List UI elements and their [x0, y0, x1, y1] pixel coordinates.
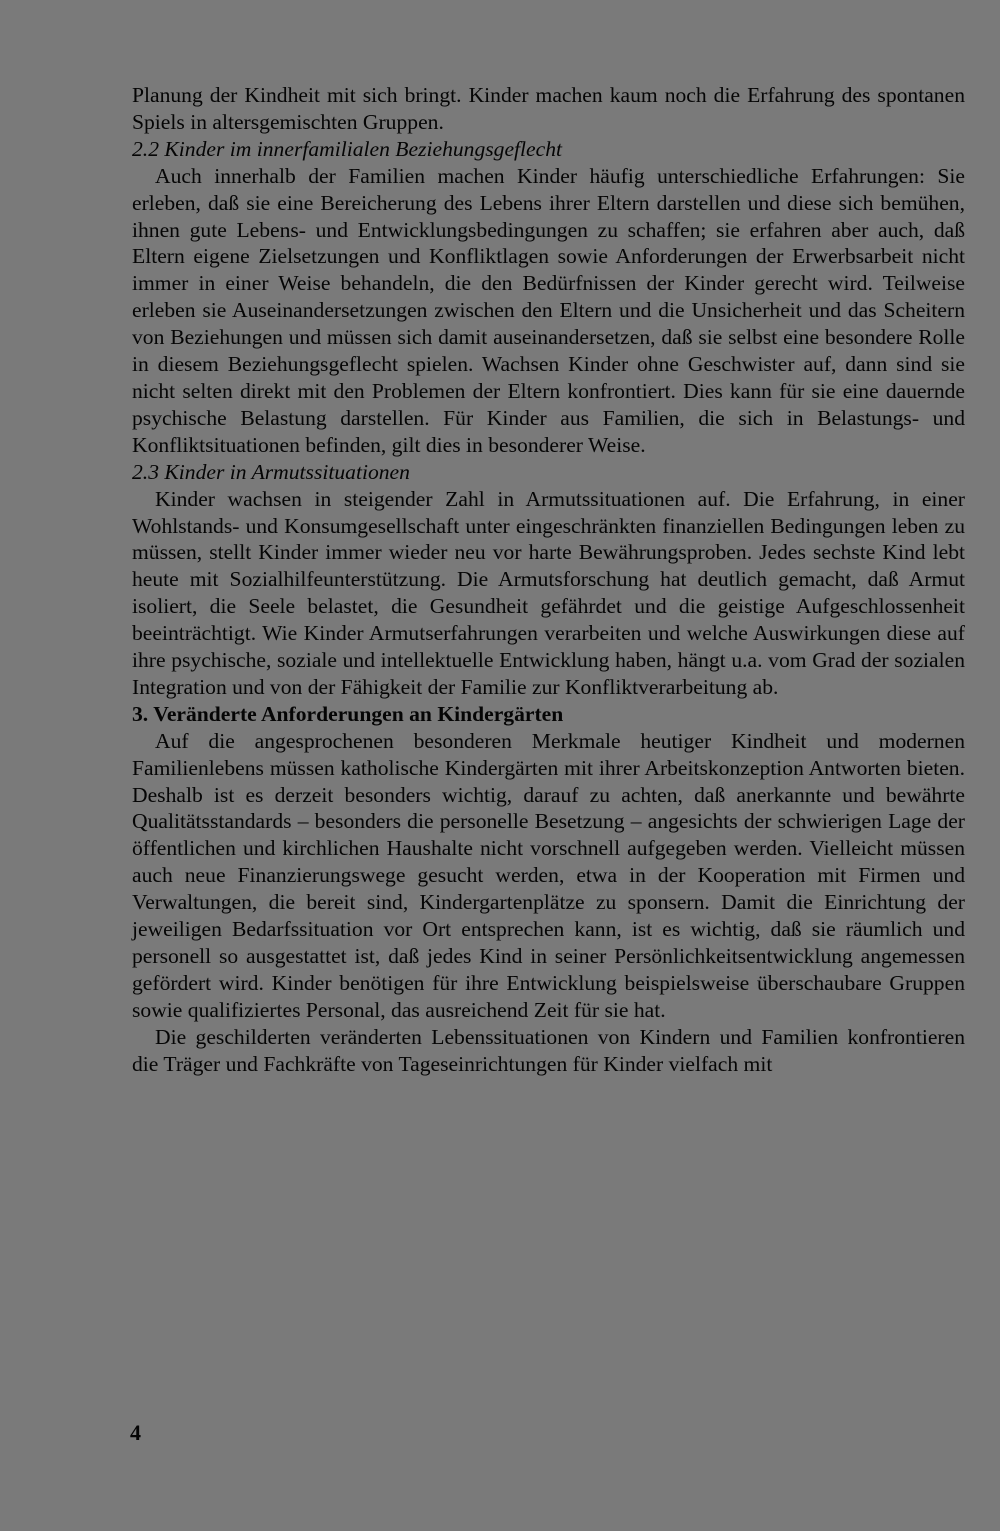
- page-number: 4: [130, 1420, 141, 1445]
- section-2-2-paragraph: Auch innerhalb der Familien machen Kinder häufig unterschiedliche Erfahrungen: Sie erleben, daß sie eine Bereicherung des Lebens ihrer Eltern darstellen und diese sich bemühen, ihnen gute Lebens- und Entwicklungsbedingungen zu schaffen; sie erfahren aber auch, daß Eltern eigene Zielsetzungen und Konfliktlagen sowie Anforderungen der Erwerbsarbeit nicht immer in einer Weise behandeln, die den Bedürfnissen der Kinder gerecht wird. Teilweise erleben sie Auseinandersetzungen zwischen den Eltern und die Unsicherheit und das Scheitern von Beziehungen und müssen sich damit auseinandersetzen, daß sie selbst eine besondere Rolle in diesem Beziehungsgeflecht spielen. Wachsen Kinder ohne Geschwister auf, dann sind sie nicht selten direkt mit den Problemen der Eltern konfrontiert. Dies kann für sie eine dauernde psychische Belastung darstellen. Für Kinder aus Familien, die sich in Belastungs- und Konfliktsituationen befinden, gilt dies in besonderer Weise.: [132, 163, 965, 457]
- section-2-3-heading: 2.3 Kinder in Armutssituationen: [132, 459, 410, 484]
- section-3-paragraph-2: Die geschilderten veränderten Lebenssituationen von Kindern und Familien konfrontieren die Träger und Fachkräfte von Tageseinrichtungen für Kinder vielfach mit: [132, 1024, 965, 1076]
- section-3-paragraph-1: Auf die angesprochenen besonderen Merkmale heutiger Kindheit und modernen Familienlebens müssen katholische Kindergärten mit ihrer Arbeitskonzeption Antworten bieten. Deshalb ist es derzeit besonders wichtig, darauf zu achten, daß anerkannte und bewährte Qualitätsstandards – besonders die personelle Besetzung – angesichts der schwierigen Lage der öffentlichen und kirchlichen Haushalte nicht vorschnell aufgegeben werden. Vielleicht müssen auch neue Finanzierungswege gesucht werden, etwa in der Kooperation mit Firmen und Verwaltungen, die bereit sind, Kindergartenplätze zu sponsern. Damit die Einrichtung der jeweiligen Bedarfssituation vor Ort entsprechen kann, ist es wichtig, daß sie räumlich und personell so ausgestattet ist, daß jedes Kind in seiner Persönlichkeitsentwicklung angemessen gefördert wird. Kinder benötigen für ihre Entwicklung beispielsweise überschaubare Gruppen sowie qualifiziertes Personal, das ausreichend Zeit für sie hat.: [132, 728, 965, 1022]
- opening-paragraph: Planung der Kindheit mit sich bringt. Kinder machen kaum noch die Erfahrung des spontanen Spiels in altersgemischten Gruppen.: [132, 83, 965, 134]
- section-2-2-heading: 2.2 Kinder im innerfamilialen Beziehungsgeflecht: [132, 136, 563, 161]
- section-2-3-paragraph: Kinder wachsen in steigender Zahl in Armutssituationen auf. Die Erfahrung, in einer Wohlstands- und Konsumgesellschaft unter eingeschränkten finanziellen Bedingungen leben zu müssen, stellt Kinder immer wieder neu vor harte Bewährungsproben. Jedes sechste Kind lebt heute mit Sozialhilfeunterstützung. Die Armutsforschung hat deutlich gemacht, daß Armut isoliert, die Seele belastet, die Gesundheit gefährdet und die geistige Aufgeschlossenheit beeinträchtigt. Wie Kinder Armutserfahrungen verarbeiten und welche Auswirkungen diese auf ihre psychische, soziale und intellektuelle Entwicklung haben, hängt u.a. vom Grad der sozialen Integration und von der Fähigkeit der Familie zur Konfliktverarbeitung ab.: [132, 486, 965, 699]
- page-content: [132, 82, 965, 1078]
- section-3-heading: 3. Veränderte Anforderungen an Kindergärten: [132, 701, 564, 726]
